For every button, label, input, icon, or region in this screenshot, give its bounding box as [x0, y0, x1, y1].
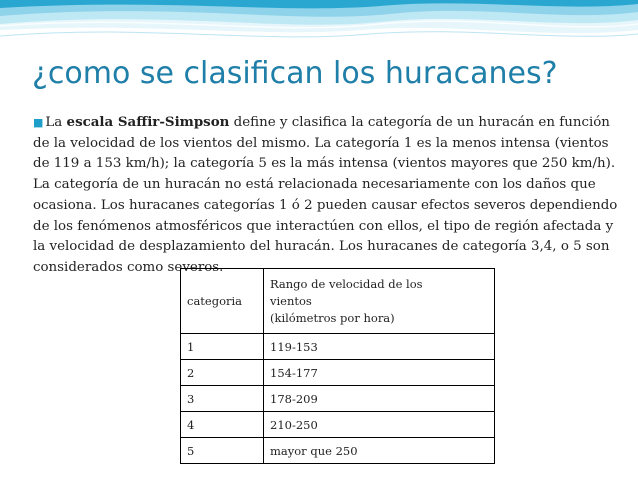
category-table — [180, 268, 495, 464]
cell-rango: 119-153 — [264, 334, 495, 360]
paragraph-intro: La — [45, 115, 67, 130]
header-categoria: categoria — [181, 269, 264, 334]
table-row — [181, 360, 495, 386]
body-paragraph — [33, 112, 623, 279]
table-row — [181, 334, 495, 360]
bullet-icon: ■ — [33, 116, 44, 129]
cell-categoria: 1 — [181, 334, 264, 360]
cell-rango: 178-209 — [264, 386, 495, 412]
cell-rango: 154-177 — [264, 360, 495, 386]
table-row — [181, 386, 495, 412]
cell-categoria: 5 — [181, 438, 264, 464]
wave-banner — [0, 0, 638, 55]
cell-categoria: 4 — [181, 412, 264, 438]
cell-rango: 210-250 — [264, 412, 495, 438]
table-row — [181, 438, 495, 464]
paragraph-bold-term: escala Saffir-Simpson — [66, 114, 230, 130]
table-header-row — [181, 269, 495, 334]
cell-categoria: 2 — [181, 360, 264, 386]
header-rango-line3: (kilómetros por hora) — [270, 310, 395, 325]
header-rango — [264, 269, 495, 334]
cell-categoria: 3 — [181, 386, 264, 412]
header-rango-line1: Rango de velocidad de los — [270, 276, 423, 291]
header-rango-line2: vientos — [270, 293, 312, 308]
paragraph-rest: define y clasifica la categoría de un huracán en función de la velocidad de los vientos del mismo. La categoría 1 es la menos intensa (vientos de 119 a 153 km/h); la categoría 5 es la más intensa (vientos mayores que 250 km/h). La categoría de un huracán no está relacionada necesariamente con los daños que ocasiona. Los huracanes categorías 1 ó 2 pueden causar efectos severos dependiendo de los fenómenos atmosféricos que interactúen con ellos, el tipo de región afectada y la velocidad de desplazamiento del huracán. Los huracanes de categoría 3,4, o 5 son considerados como severos. — [33, 115, 618, 275]
table-row — [181, 412, 495, 438]
cell-rango: mayor que 250 — [264, 438, 495, 464]
page-title: ¿como se clasifican los huracanes? — [32, 56, 558, 91]
